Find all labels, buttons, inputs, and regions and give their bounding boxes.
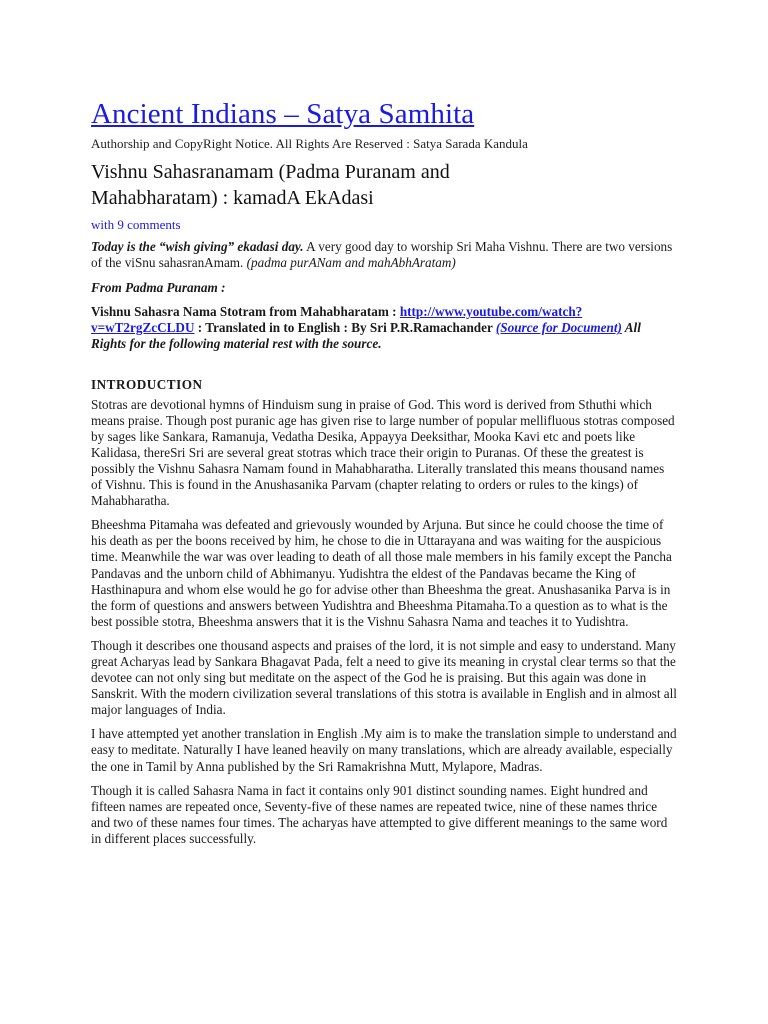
- today-paragraph: [91, 239, 678, 271]
- versions-italic-text: (padma purANam and mahAbhAratam): [246, 255, 456, 271]
- site-title-link[interactable]: Ancient Indians – Satya Samhita: [91, 98, 475, 130]
- introduction-heading: INTRODUCTION: [91, 376, 203, 392]
- intro-paragraph-2: Bheeshma Pitamaha was defeated and grievously wounded by Arjuna. But since he could choose the time of his death as per the boons received by him, he chose to die in Uttarayana and was waiting for the auspicious time. Meanwhile the war was over leading to death of all those male members in his family except the Pancha Pandavas and the unborn child of Abhimanyu. Yudishtra the eldest of the Pandavas became the King of Hasthinapura and whom else would he go for advise other than Bheeshma the great. Anushasanika Parva is in the form of questions and answers between Yudishtra and Bheeshma Pitamaha.To a question as to what is the best possible stotra, Bheeshma answers that it is the Vishnu Sahasra Nama and teaches it to Yudishtra.: [91, 517, 672, 629]
- intro-paragraph-5: Though it is called Sahasra Nama in fact it contains only 901 distinct sounding names. Eight hundred and fifteen names are repeated once, Seventy-five of these names are repeated twice, nine of these names thrice and two of these names four times. The acharyas have attempted to give different meanings to the same word in different places successfully.: [91, 782, 668, 846]
- intro-paragraph-1: Stotras are devotional hymns of Hinduism sung in praise of God. This word is derived from Sthuthi which means praise. Though post puranic age has given rise to large number of popular mellifluous stotras composed by sages like Sankara, Ramanuja, Vedatha Desika, Appayya Deeksithar, Mooka Kavi etc and poets like Kalidasa, thereSri Sri are several great stotras which trace their origin to Puranas. Of these the greatest is possibly the Vishnu Sahasra Namam found in Mahabharatha. Literally translated this means thousand names of Vishnu. This is found in the Anushasanika Parvam (chapter relating to orders or rules to the kings) of Mahabharatha.: [91, 396, 675, 509]
- intro-paragraph-3: Though it describes one thousand aspects and praises of the lord, it is not simple and easy to understand. Many great Acharyas lead by Sankara Bhagavat Pada, felt a need to give its meaning in crystal clear terms so that the devotee can not only sing but meditate on the aspect of the God he is praising. But this again was done in Sanskrit. With the modern civilization several translations of this stotra is available in English and in almost all major languages of India.: [91, 637, 677, 718]
- today-text: A very good day to worship Sri Maha Vishnu. There are two versions of the viSnu sahasranAmam.: [91, 239, 673, 271]
- today-bold-text: Today is the “wish giving” ekadasi day.: [91, 239, 304, 254]
- mbh-prefix-text: Vishnu Sahasra Nama Stotram from Mahabharatam :: [91, 304, 400, 320]
- comments-link[interactable]: with 9 comments: [91, 217, 181, 232]
- post-title-line-1: Vishnu Sahasranamam (Padma Puranam and: [91, 161, 450, 183]
- post-title-line-2: Mahabharatam) : kamadA EkAdasi: [91, 187, 374, 209]
- youtube-link[interactable]: http://www.youtube.com/watch?v=wT2rgZcCLDU: [91, 304, 583, 336]
- copyright-notice: Authorship and CopyRight Notice. All Rights Are Reserved : Satya Sarada Kandula: [91, 136, 528, 151]
- translated-by-text: : Translated in to English : By Sri P.R.Ramachander: [194, 320, 496, 336]
- rights-text: All Rights for the following material rest with the source.: [91, 320, 641, 352]
- padma-heading: From Padma Puranam :: [91, 280, 226, 296]
- source-link[interactable]: (Source for Document): [495, 320, 622, 336]
- mahabharatam-paragraph: [91, 304, 678, 352]
- post-title: [91, 159, 678, 211]
- intro-paragraph-4: I have attempted yet another translation in English .My aim is to make the translation simple to understand and easy to meditate. Naturally I have leaned heavily on many translations, which are already available, especially the one in Tamil by Anna published by the Sri Ramakrishna Mutt, Mylapore, Madras.: [91, 726, 677, 774]
